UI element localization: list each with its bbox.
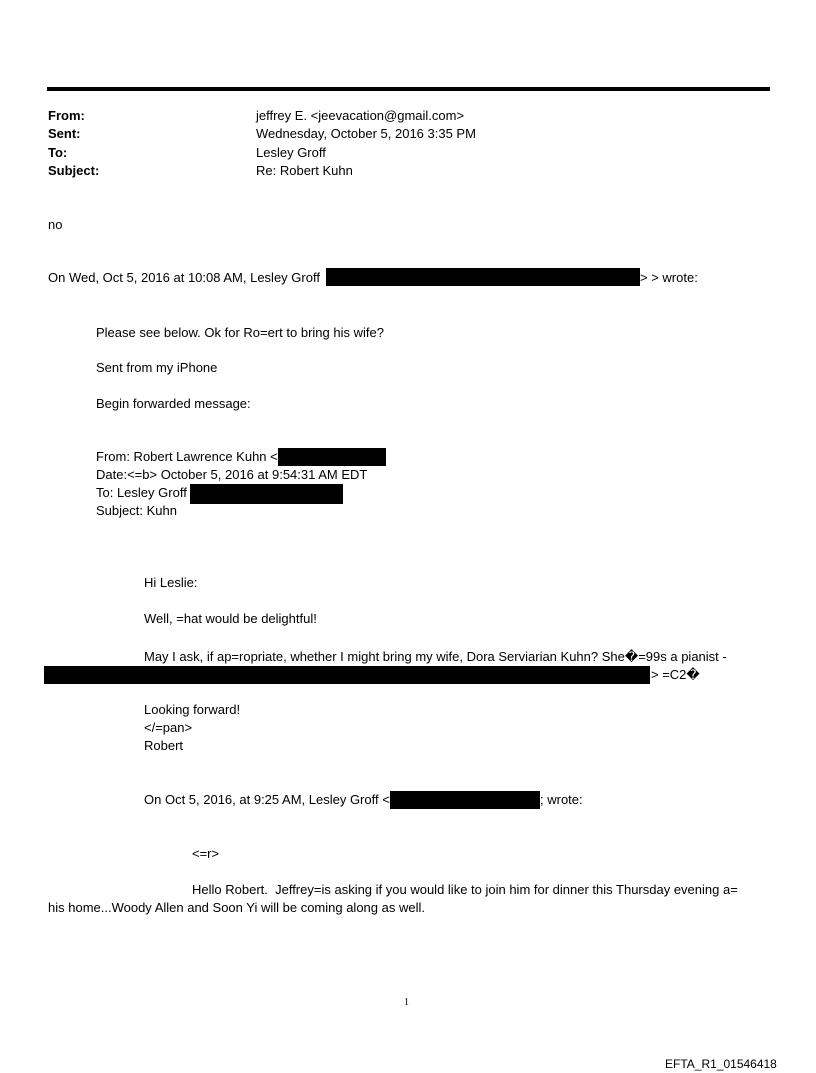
quote1-intro-end: > > wrote: xyxy=(640,270,698,285)
begin-forwarded: Begin forwarded message: xyxy=(96,396,251,411)
robert-greeting: Hi Leslie: xyxy=(144,575,198,590)
robert-line2: May I ask, if ap=ropriate, whether I might bring my wife, Dora Serviarian Kuhn? She�=99s a pianist - xyxy=(144,649,727,664)
from-value: jeffrey E. <jeevacation@gmail.com> xyxy=(256,108,465,123)
bates-number: EFTA_R1_01546418 xyxy=(665,1057,777,1071)
fwd-from: From: Robert Lawrence Kuhn < xyxy=(96,449,278,464)
subject-value: Re: Robert Kuhn xyxy=(256,163,353,178)
redaction-block xyxy=(44,666,650,684)
subject-label: Subject: xyxy=(48,163,100,178)
from-label: From: xyxy=(48,108,85,123)
to-value: Lesley Groff xyxy=(256,145,326,160)
fwd-to: To: Lesley Groff xyxy=(96,485,187,500)
page-number: 1 xyxy=(404,997,409,1008)
robert-span-tag: </=pan> xyxy=(144,720,193,735)
lesley-original-line1: Hello Robert. Jeffrey=is asking if you would like to join him for dinner this Thursday evening a= xyxy=(192,882,738,897)
quote1-intro: On Wed, Oct 5, 2016 at 10:08 AM, Lesley Groff xyxy=(48,270,320,285)
sent-from-iphone: Sent from my iPhone xyxy=(96,360,218,375)
br-tag-text: <=r> xyxy=(192,846,220,861)
redaction-block xyxy=(390,791,540,809)
sent-label: Sent: xyxy=(48,126,81,141)
fwd-date: Date:<=b> October 5, 2016 at 9:54:31 AM EDT xyxy=(96,467,368,482)
quote2-intro: On Oct 5, 2016, at 9:25 AM, Lesley Groff < xyxy=(144,792,390,807)
quote2-intro-end: ; wrote: xyxy=(540,792,583,807)
redaction-block xyxy=(190,484,343,504)
robert-line2-end: > =C2� xyxy=(651,667,700,682)
lesley-original-line2: his home...Woody Allen and Soon Yi will be coming along as well. xyxy=(48,900,425,915)
redaction-block xyxy=(326,268,640,286)
robert-signature: Robert xyxy=(144,738,184,753)
robert-looking-forward: Looking forward! xyxy=(144,702,241,717)
to-label: To: xyxy=(48,145,68,160)
sent-value: Wednesday, October 5, 2016 3:35 PM xyxy=(256,126,476,141)
reply-text: no xyxy=(48,217,63,232)
fwd-subject: Subject: Kuhn xyxy=(96,503,177,518)
header-rule xyxy=(47,87,770,91)
redaction-block xyxy=(278,448,386,466)
robert-line1: Well, =hat would be delightful! xyxy=(144,611,317,626)
lesley-message: Please see below. Ok for Ro=ert to bring his wife? xyxy=(96,325,384,340)
